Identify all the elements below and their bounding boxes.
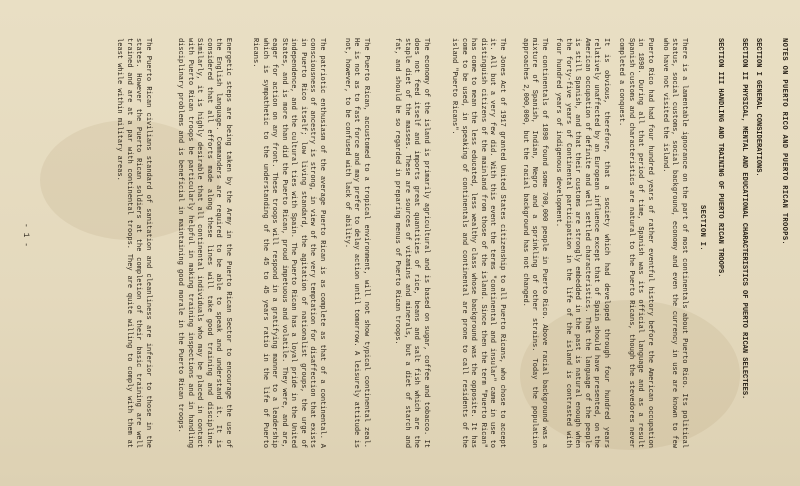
paragraph-10: The Puerto Rican civilians standard of sanitation and cleanliness are inferior to those in the states. However the Puerto Rican soldiers at the completion of their basic training are well trained and are at a par with continental troops. They are quite willing to comply with them at least while within military areas. — [115, 38, 152, 448]
page-number: - 1 - — [21, 223, 30, 248]
section-heading: SECTION I. — [698, 205, 706, 252]
paragraph-7: The Puerto Rican, accustomed to a tropical environment, will not show typical continental zeal. He is not as to fast force and may prefer to delay action until tomorrow. A leisurely attitude is not, however, to be confused with lack of ability. — [343, 38, 370, 448]
paragraph-8: The patriotic enthusiasm of the average Puerto Rican is as complete as that of a continental. A consciousness of ancestry is strong, in view of the very temptation for disaffection that exists in Puerto Rico itself; low living standard, the agitation of nationalist groups, the urge of independence, and the cultural ties with Spain. The Puerto Rican has a loyal pride in the United States, and is more than did the Puerto Rican, proud impetuous and volatile. They were, and are, eager for action on any front. These troops will respond in a gratifying manner to a leadership which is sympathetic to the understanding of the 45 to 45 years ratio in the life of Puerto Ricans. — [251, 38, 326, 448]
toc-section-1: SECTION I GENERAL CONSIDERATIONS. — [754, 38, 762, 177]
paragraph-6: The economy of the island is primarily agricultural and is based on sugar, coffee and tobacco. It does not feed itself and imports great quantities of rice, beans and salt fish which are the staple diet of the masses. These are sources of vitamins and minerals, but a diet of starch and fat, and should be so regarded in preparing menus of Puerto Rican troops. — [393, 38, 430, 448]
paragraph-3: It is obvious, therefore, that a society which had developed through four hundred years relatively unaffected by an European influence except that of Spain should have presented, on the American occupation of definite and well settled characteristics. That the language of the people is still Spanish, and that their customs are strongly embedded in the past is natural enough when the forty-five years of Continental participation in the life of the island is contrasted with four hundred years of indigenous development. — [554, 38, 610, 448]
paragraph-4: The continentals of 1898 found some 700,000 people in Puerto Rico. Above racial background was a mixture of Spanish, Indian, Negro and a sprinkling of other strains. Today the population approaches 2,000,000, but the racial background has not changed. — [521, 38, 548, 448]
toc-section-2: SECTION II PHYSICAL, MENTAL AND EDUCATIONAL CHARACTERISTICS OF PUERTO RICAN SELECTEES. — [740, 38, 748, 400]
paragraph-9: Energetic steps are being taken by the Army in the Puerto Rican Sector to encourage the use of the English language. Commanders are required to be able to speak and understand it. It is considered that all efforts made along these lines will take good training and discipline. Similarly, it is highly desirable that all continental individuals who may be placed in contact with Puerto Rican troops be particularly helpful in making training inspections and in handling disciplinary problems and is beneficial in maintaining good morale in the Puerto Rican troops. — [176, 38, 232, 448]
paragraph-5: The Jones Act of 1917 granted United States citizenship to all Puerto Ricans, who chose to accept it. All but a very few did. With this event the terms "continental and insular" came in use to distinguish citizens of the mainland from those of the island. Since then the term "Puerto Rican" has come to mean the less educated, less wealthy class whose background was the opposite. It has come to be used, in speaking of continentals and continental are prone to call residents of the island "Puerto Ricans". — [450, 38, 506, 448]
document-title: NOTES ON PUERTO RICO AND PUERTO RICAN TROOPS. — [780, 38, 788, 246]
paragraph-1: There is a lamentable ignorance on the part of most continentals about Puerto Rico. Its political status, social customs, social background, economy and even the currency in use are known to few who have not visited the island. — [661, 38, 688, 448]
toc-section-3: SECTION III HANDLING AND TRAINING OF PUERTO RICAN TROOPS. — [716, 38, 724, 278]
paragraph-2: Puerto Rico had had four hundred years of rather eventful history before the American occupation in 1898. During all that period of time, Spanish was its official language and as a result Spanish customs and characteristics are natural to the Puerto Ricans, though the stevedores never completed a conquest. — [617, 38, 654, 448]
